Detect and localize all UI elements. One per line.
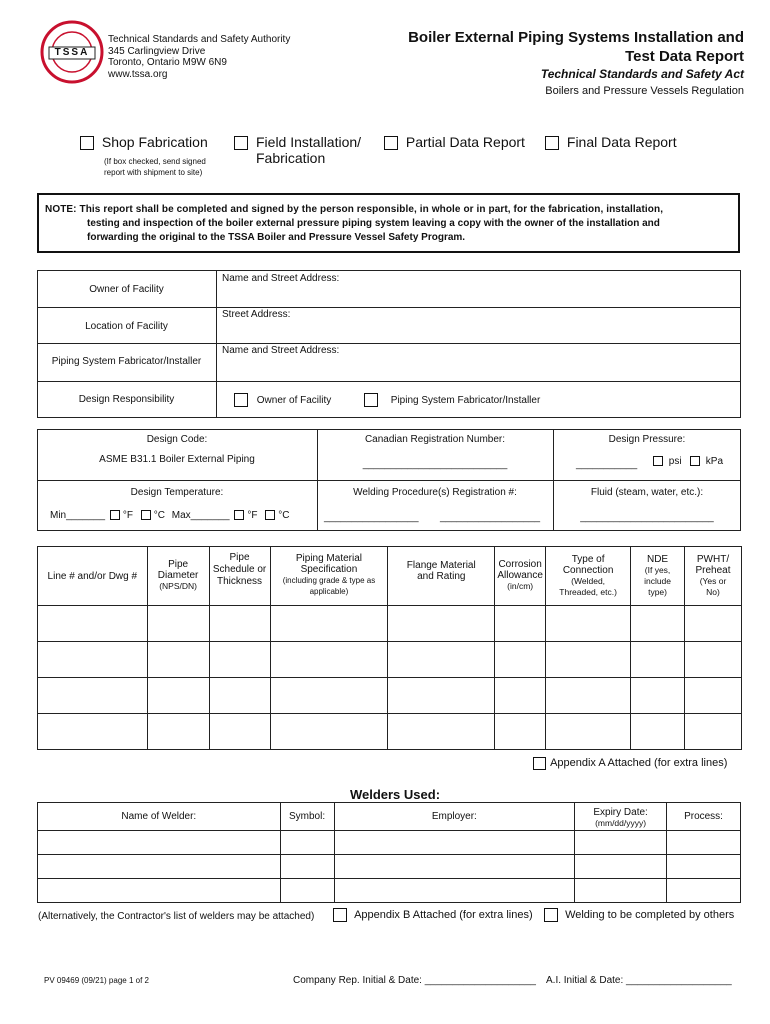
tssa-logo — [40, 20, 104, 84]
appendix-b-option[interactable] — [333, 908, 533, 922]
org-address-line2: Toronto, Ontario M9W 6N9 — [108, 57, 227, 68]
table-cell[interactable] — [575, 879, 667, 903]
col-nde-sub: (If yes, include type) — [644, 565, 672, 597]
col-flange-material — [388, 547, 495, 606]
owner-address-field[interactable]: Name and Street Address: — [222, 273, 340, 284]
company-rep-initial[interactable]: Company Rep. Initial & Date: ____________________ — [293, 975, 536, 986]
welder-expiry-sub: (mm/dd/yyyy) — [595, 818, 647, 828]
max-c-checkbox[interactable] — [265, 510, 275, 520]
location-of-facility-label: Location of Facility — [85, 321, 168, 332]
design-resp-owner-label: Owner of Facility — [256, 394, 332, 406]
col-corrosion-sub: (in/cm) — [507, 581, 534, 591]
kpa-label: kPa — [705, 456, 724, 467]
org-address-line1: 345 Carlingview Drive — [108, 45, 206, 57]
table-cell[interactable] — [631, 642, 685, 678]
table-cell[interactable] — [388, 606, 495, 642]
design-resp-fabricator-label: Piping System Fabricator/Installer — [390, 394, 541, 406]
report-title — [408, 28, 744, 100]
welder-symbol-header-text: Symbol: — [288, 811, 326, 822]
col-pipe-diameter-sub: (NPS/DN) — [159, 581, 197, 591]
welder-process-header — [667, 803, 741, 831]
appendix-a-checkbox[interactable] — [533, 757, 546, 770]
col-pwht-title: PWHT/ Preheat — [695, 554, 731, 576]
welding-by-others-option[interactable] — [544, 908, 734, 922]
table-cell[interactable] — [495, 606, 546, 642]
field-label-line2: Fabrication — [256, 150, 326, 166]
crn-field[interactable]: __________________________ — [362, 459, 508, 470]
min-f-checkbox[interactable] — [110, 510, 120, 520]
table-cell[interactable] — [209, 714, 270, 750]
regulation-name: Boilers and Pressure Vessels Regulation — [545, 85, 744, 97]
kpa-checkbox[interactable] — [690, 456, 700, 466]
note-line2: testing and inspection of the boiler external pressure piping system leaving a copy with the owner of the installation and — [87, 218, 660, 229]
design-responsibility-label: Design Responsibility — [78, 394, 175, 405]
col-connection-sub: (Welded, Threaded, etc.) — [559, 576, 617, 597]
final-data-report-option[interactable] — [545, 134, 677, 150]
final-data-report-label: Final Data Report — [566, 134, 677, 150]
act-name: Technical Standards and Safety Act — [540, 67, 744, 81]
table-cell[interactable] — [38, 606, 148, 642]
min-c-label: °C — [153, 510, 165, 521]
table-cell[interactable] — [38, 879, 281, 903]
table-cell[interactable] — [685, 642, 742, 678]
col-nde-title: NDE — [646, 554, 669, 565]
note-line3: forwarding the original to the TSSA Boiler and Pressure Vessel Safety Program. — [87, 232, 466, 243]
table-cell[interactable] — [546, 678, 631, 714]
col-pipe-diameter — [147, 547, 209, 606]
table-cell[interactable] — [685, 678, 742, 714]
design-resp-owner-option[interactable] — [234, 393, 331, 407]
welder-expiry-header-text: Expiry Date: — [593, 807, 648, 818]
design-resp-fabricator-checkbox[interactable] — [364, 393, 378, 407]
table-cell[interactable] — [334, 831, 575, 855]
design-code-value: ASME B31.1 Boiler External Piping — [99, 454, 255, 465]
table-cell[interactable] — [667, 879, 741, 903]
table-cell[interactable] — [388, 642, 495, 678]
col-piping-material-sub: (including grade & type as applicable) — [282, 576, 376, 596]
table-cell[interactable] — [280, 831, 334, 855]
note-line1: NOTE: This report shall be completed and signed by the person responsible, in whole or in part, for the fabrication, installation, — [45, 204, 664, 215]
field-installation-label — [256, 134, 361, 166]
title-line2: Test Data Report — [625, 48, 744, 65]
appendix-a-option[interactable] — [533, 757, 727, 770]
shop-fabrication-checkbox[interactable] — [80, 136, 94, 150]
location-address-field[interactable]: Street Address: — [222, 309, 291, 320]
table-cell[interactable] — [631, 714, 685, 750]
psi-label: psi — [668, 456, 682, 467]
wps-field-1[interactable]: _________________ — [324, 512, 419, 523]
table-cell[interactable] — [270, 714, 388, 750]
table-cell[interactable] — [631, 606, 685, 642]
temp-min-field[interactable]: Min_______ — [50, 510, 106, 521]
table-cell[interactable] — [546, 642, 631, 678]
ai-initial[interactable]: A.I. Initial & Date: ___________________ — [546, 975, 732, 986]
design-resp-owner-checkbox[interactable] — [234, 393, 248, 407]
table-cell[interactable] — [667, 831, 741, 855]
welding-by-others-checkbox[interactable] — [544, 908, 558, 922]
welder-employer-header — [334, 803, 575, 831]
design-resp-fabricator-option[interactable] — [364, 393, 540, 407]
min-c-checkbox[interactable] — [141, 510, 151, 520]
table-cell[interactable] — [38, 831, 281, 855]
table-cell[interactable] — [631, 678, 685, 714]
table-row — [38, 855, 741, 879]
col-corrosion — [495, 547, 546, 606]
table-cell[interactable] — [38, 855, 281, 879]
table-cell[interactable] — [38, 642, 148, 678]
table-row — [38, 831, 741, 855]
table-cell[interactable] — [38, 678, 148, 714]
appendix-b-checkbox[interactable] — [333, 908, 347, 922]
max-c-label: °C — [278, 510, 290, 521]
shop-fabrication-option[interactable] — [80, 134, 208, 150]
design-temperature-label: Design Temperature: — [130, 487, 224, 498]
kpa-option[interactable] — [690, 456, 723, 467]
col-pipe-diameter-title: Pipe Diameter — [157, 559, 199, 581]
table-cell[interactable] — [270, 642, 388, 678]
piping-header-row — [38, 547, 742, 606]
shop-note — [104, 156, 206, 178]
table-row — [38, 606, 742, 642]
table-cell[interactable] — [209, 642, 270, 678]
final-data-report-checkbox[interactable] — [545, 136, 559, 150]
design-temp-row — [50, 510, 289, 521]
table-cell[interactable] — [38, 714, 148, 750]
table-cell[interactable] — [280, 855, 334, 879]
welder-symbol-header — [280, 803, 334, 831]
table-cell[interactable] — [147, 642, 209, 678]
shop-note-line2: report with shipment to site) — [104, 168, 203, 177]
temp-max-field[interactable]: Max_______ — [171, 510, 230, 521]
table-cell[interactable] — [575, 831, 667, 855]
table-cell[interactable] — [270, 606, 388, 642]
table-cell[interactable] — [667, 855, 741, 879]
partial-data-report-label: Partial Data Report — [405, 134, 525, 150]
welder-name-header-text: Name of Welder: — [121, 811, 197, 822]
col-pwht-sub: (Yes or No) — [699, 576, 727, 597]
welder-name-header — [38, 803, 281, 831]
logo-text: TSSA — [54, 47, 90, 58]
table-cell[interactable] — [546, 606, 631, 642]
col-flange-material-title: Flange Material and Rating — [406, 560, 476, 582]
welders-table — [37, 802, 741, 903]
appendix-a-label: Appendix A Attached (for extra lines) — [550, 757, 728, 770]
design-pressure-label: Design Pressure: — [608, 434, 686, 445]
table-cell[interactable] — [280, 879, 334, 903]
note-box — [37, 193, 740, 253]
welders-header-row — [38, 803, 741, 831]
design-pressure-field[interactable]: ___________ — [576, 459, 638, 470]
table-cell[interactable] — [147, 606, 209, 642]
shop-note-line1: (If box checked, send signed — [104, 157, 206, 166]
table-row — [38, 642, 742, 678]
min-f-label: °F — [122, 510, 133, 521]
fabricator-address-field[interactable]: Name and Street Address: — [222, 345, 340, 356]
title-line1: Boiler External Piping Systems Installation and — [408, 29, 744, 46]
welder-process-header-text: Process: — [684, 811, 723, 822]
col-pipe-schedule — [209, 547, 270, 606]
field-installation-checkbox[interactable] — [234, 136, 248, 150]
partial-data-report-checkbox[interactable] — [384, 136, 398, 150]
col-pipe-schedule-title: Pipe Schedule or Thickness — [212, 552, 267, 587]
welders-title: Welders Used: — [349, 787, 441, 802]
fluid-field[interactable]: ________________________ — [580, 512, 714, 523]
form-id: PV 09469 (09/21) page 1 of 2 — [44, 976, 149, 985]
org-website: www.tssa.org — [108, 68, 168, 80]
table-cell[interactable] — [209, 678, 270, 714]
partial-data-report-option[interactable] — [384, 134, 525, 150]
table-cell[interactable] — [495, 714, 546, 750]
field-installation-option[interactable] — [234, 134, 248, 150]
table-cell[interactable] — [209, 606, 270, 642]
psi-option[interactable] — [653, 456, 682, 467]
field-label-line1: Field Installation/ — [256, 134, 362, 150]
fabricator-installer-label: Piping System Fabricator/Installer — [51, 356, 202, 367]
welding-by-others-label: Welding to be completed by others — [565, 908, 735, 921]
table-cell[interactable] — [388, 714, 495, 750]
org-name: Technical Standards and Safety Authority — [108, 34, 291, 45]
table-cell[interactable] — [575, 855, 667, 879]
col-connection — [546, 547, 631, 606]
col-connection-title: Type of Connection — [562, 554, 614, 576]
col-nde — [631, 547, 685, 606]
col-corrosion-title: Corrosion Allowance — [497, 559, 543, 581]
wps-label: Welding Procedure(s) Registration #: — [353, 487, 517, 498]
max-f-checkbox[interactable] — [234, 510, 244, 520]
welders-alt-note: (Alternatively, the Contractor's list of welders may be attached) — [38, 911, 315, 922]
owner-of-facility-label: Owner of Facility — [89, 284, 164, 295]
table-row — [38, 714, 742, 750]
welder-expiry-header — [575, 803, 667, 831]
table-cell[interactable] — [270, 678, 388, 714]
max-f-label: °F — [247, 510, 258, 521]
table-cell[interactable] — [546, 714, 631, 750]
col-piping-material-title: Piping Material Specification — [295, 553, 363, 575]
piping-table — [37, 546, 742, 750]
col-line-dwg — [38, 547, 148, 606]
appendix-b-label: Appendix B Attached (for extra lines) — [354, 908, 533, 921]
table-cell[interactable] — [495, 642, 546, 678]
table-row — [38, 879, 741, 903]
design-code-label: Design Code: — [146, 434, 208, 445]
crn-label: Canadian Registration Number: — [364, 434, 506, 445]
psi-checkbox[interactable] — [653, 456, 663, 466]
table-cell[interactable] — [685, 606, 742, 642]
table-cell[interactable] — [334, 855, 575, 879]
table-cell[interactable] — [334, 879, 575, 903]
org-address — [108, 34, 290, 80]
wps-field-2[interactable]: __________________ — [440, 512, 541, 523]
table-cell[interactable] — [388, 678, 495, 714]
table-cell[interactable] — [147, 678, 209, 714]
welder-employer-header-text: Employer: — [431, 811, 477, 822]
col-piping-material — [270, 547, 388, 606]
col-pwht — [685, 547, 742, 606]
shop-fabrication-label: Shop Fabrication — [101, 134, 208, 150]
col-line-dwg-title: Line # and/or Dwg # — [47, 570, 138, 582]
table-cell[interactable] — [685, 714, 742, 750]
table-cell[interactable] — [147, 714, 209, 750]
fluid-label: Fluid (steam, water, etc.): — [590, 487, 704, 498]
table-row — [38, 678, 742, 714]
table-cell[interactable] — [495, 678, 546, 714]
